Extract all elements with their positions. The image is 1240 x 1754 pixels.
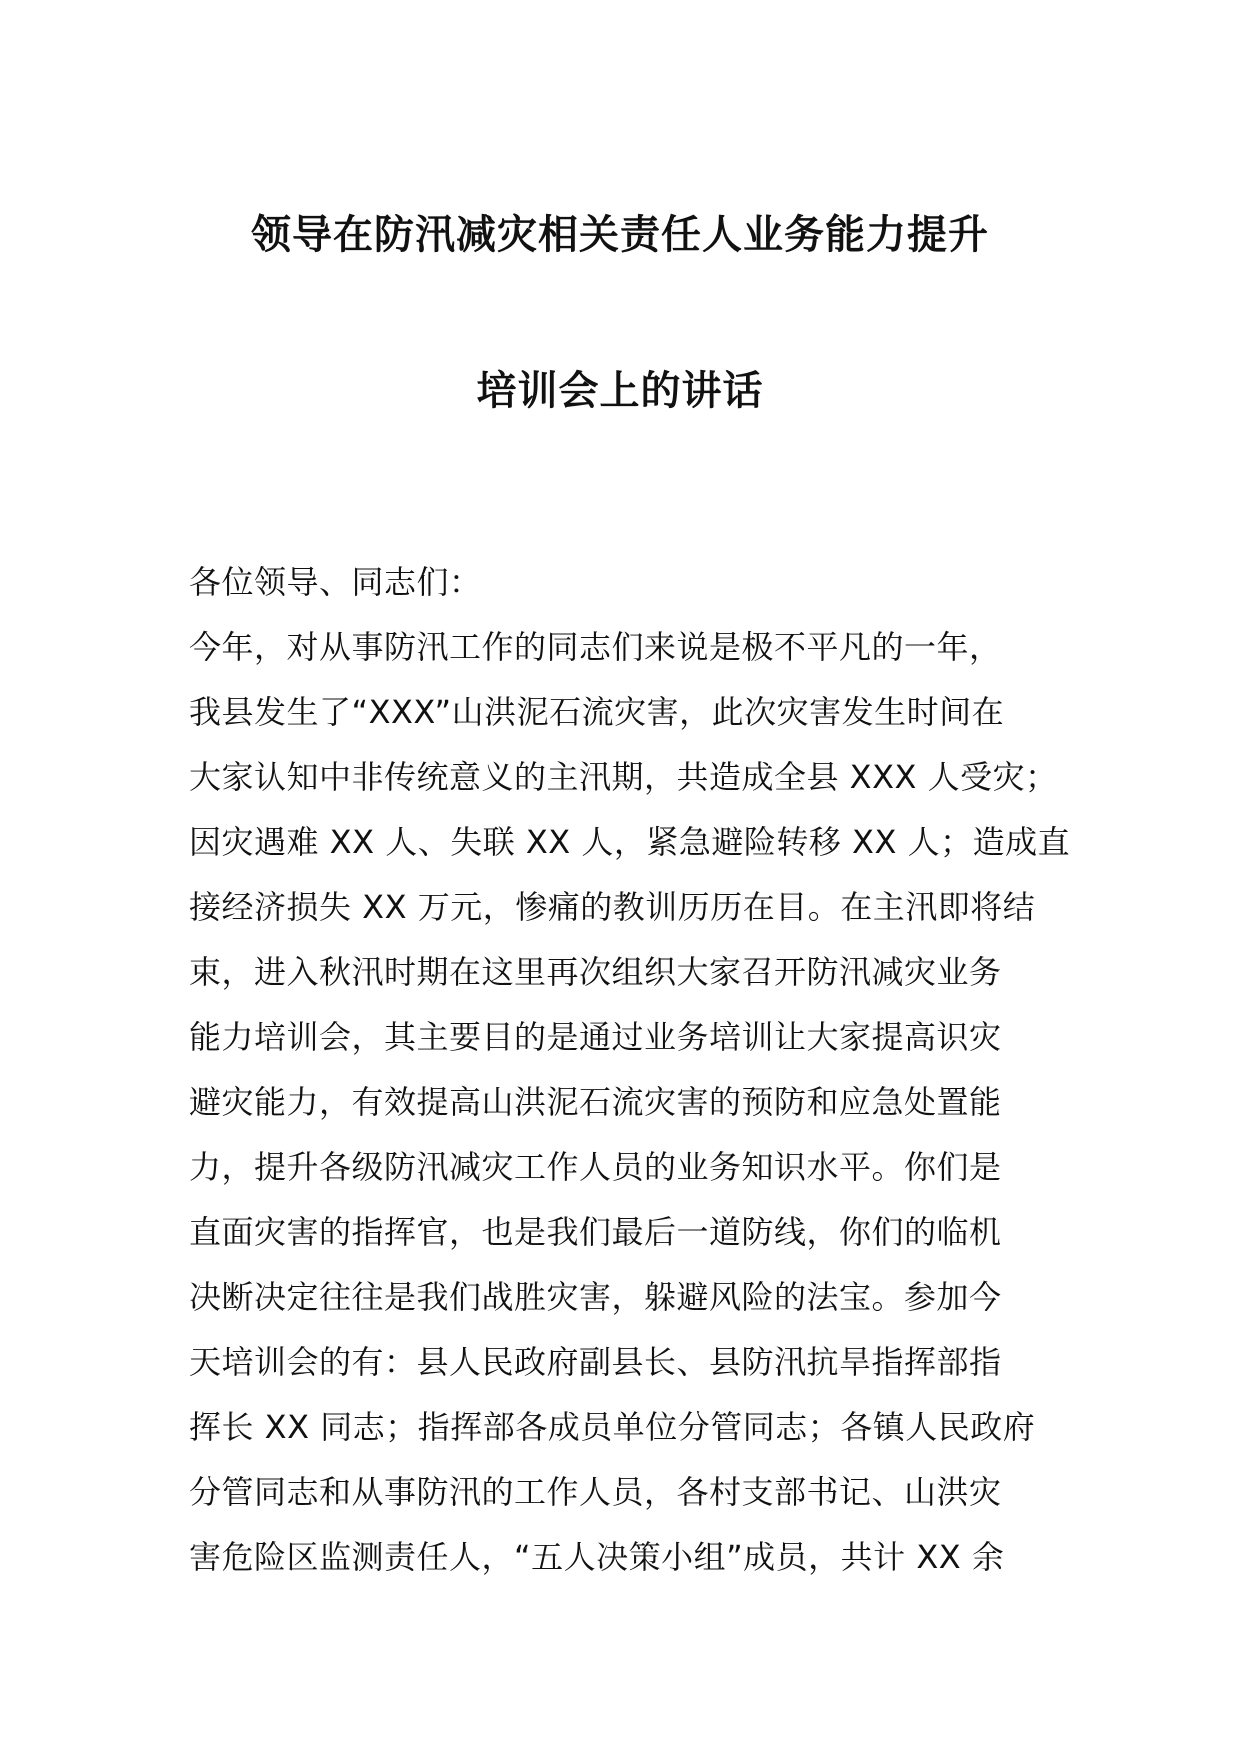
paragraph-line: 我县发生了“XXX”山洪泥石流灾害，此次灾害发生时间在 (189, 693, 1005, 731)
paragraph-line: 因灾遇难 XX 人、失联 XX 人，紧急避险转移 XX 人；造成直 (189, 823, 1071, 861)
paragraph-line: 束，进入秋汛时期在这里再次组织大家召开防汛减灾业务 (189, 953, 1002, 991)
paragraph-line: 天培训会的有：县人民政府副县长、县防汛抗旱指挥部指 (189, 1343, 1002, 1381)
paragraph-line: 避灾能力，有效提高山洪泥石流灾害的预防和应急处置能 (189, 1083, 1002, 1121)
paragraph-line: 直面灾害的指挥官，也是我们最后一道防线，你们的临机 (189, 1213, 1002, 1251)
paragraph-line: 大家认知中非传统意义的主汛期，共造成全县 XXX 人受灾； (189, 758, 1058, 796)
paragraph-line: 接经济损失 XX 万元，惨痛的教训历历在目。在主汛即将结 (189, 888, 1036, 926)
paragraph-line: 害危险区监测责任人，“五人决策小组”成员，共计 XX 余 (189, 1538, 1005, 1576)
paragraph-line: 力，提升各级防汛减灾工作人员的业务知识水平。你们是 (189, 1148, 1002, 1186)
document-title-line-2: 培训会上的讲话 (476, 368, 764, 414)
paragraph-line: 能力培训会，其主要目的是通过业务培训让大家提高识灾 (189, 1018, 1002, 1056)
paragraph-line: 分管同志和从事防汛的工作人员，各村支部书记、山洪灾 (189, 1473, 1002, 1511)
paragraph-line: 今年，对从事防汛工作的同志们来说是极不平凡的一年， (189, 628, 1002, 666)
paragraph-line: 挥长 XX 同志；指挥部各成员单位分管同志；各镇人民政府 (189, 1408, 1036, 1446)
document-title-line-1: 领导在防汛减灾相关责任人业务能力提升 (251, 212, 989, 258)
salutation: 各位领导、同志们： (189, 563, 482, 601)
document-body (189, 550, 1089, 1590)
paragraph-line: 决断决定往往是我们战胜灾害，躲避风险的法宝。参加今 (189, 1278, 1002, 1316)
